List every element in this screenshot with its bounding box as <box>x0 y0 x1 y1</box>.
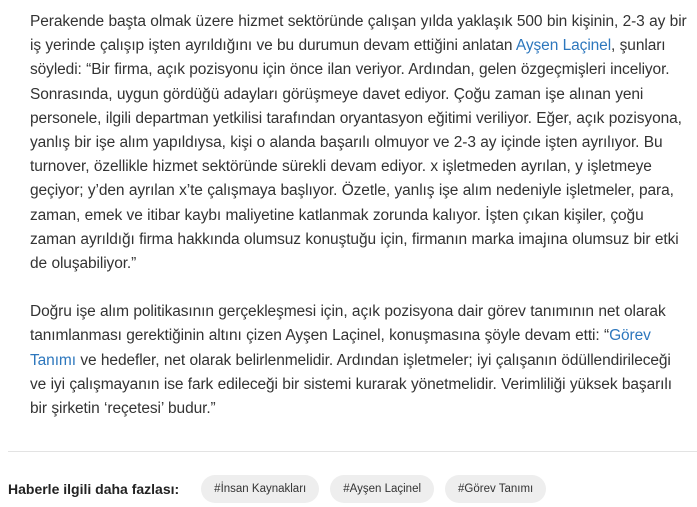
tag-gorev-tanimi[interactable]: #Görev Tanımı <box>445 475 546 503</box>
section-divider <box>8 451 697 452</box>
paragraph-2-text-end: ve hedefler, net olarak belirlenmelidir. Ardından işletmeler; iyi çalışanın ödüllendirileceği ve iyi çalışmayanın ise fark edileceği bir sistemi kurarak yönetmelidir. Verimliliği yüksek başarılı bir şirketin ‘reçetesi’ budur.” <box>30 351 672 418</box>
paragraph-1-text-end: , şunları söyledi: “Bir firma, açık pozisyonu için önce ilan veriyor. Ardından, gelen özgeçmişleri inceliyor. Sonrasında, uygun gördüğü adayları görüşmeye davet ediyor. Çoğu zaman işe alınan yeni personele, ilgili departman yetkilisi tarafından oryantasyon eğitimi veriliyor. Eğer, açık pozisyona, yanlış bir işe alım yapıldıysa, kişi o alanda başarılı olmuyor ve 2-3 ay içinde işten ayrılıyor. Bu turnover, özellikle hizmet sektöründe sürekli devam ediyor. x işletmeden ayrılan, y işletmeye geçiyor; y’den ayrılan x’te çalışmaya başlıyor. Özetle, yanlış işe alım nedeniyle işletmeler, para, zaman, emek ve itibar kaybı maliyetine katlanmak zorunda kalıyor. İşten çıkan kişiler, çoğu zaman ayrıldığı firma hakkında olumsuz konuştuğu için, firmanın marka imajına olumsuz bir etki de oluşabiliyor.” <box>30 37 682 273</box>
link-gorev-tanimi[interactable]: Görev Tanımı <box>30 327 651 369</box>
article-paragraph-2 <box>30 300 690 421</box>
tag-insan-kaynaklari[interactable]: #İnsan Kaynakları <box>201 475 319 503</box>
paragraph-1-text-start: Perakende başta olmak üzere hizmet sektöründe çalışan yılda yaklaşık 500 bin kişinin, 2-3 ay bir iş yerinde çalışıp işten ayrıldığını ve bu durumun devam ettiğini anlatan <box>30 13 687 55</box>
article-body <box>30 10 690 421</box>
link-aysen-lacinel[interactable]: Ayşen Laçinel <box>515 37 612 55</box>
paragraph-2-text-start: Doğru işe alım politikasının gerçekleşmesi için, açık pozisyona dair görev tanımının net olarak tanımlanması gerektiğinin altını çizen Ayşen Laçinel, konuşmasına şöyle devam etti: “ <box>30 303 666 345</box>
article-paragraph-1 <box>30 10 690 276</box>
tag-aysen-lacinel[interactable]: #Ayşen Laçinel <box>330 475 434 503</box>
related-tags-row <box>8 475 557 503</box>
related-tags-label: Haberle ilgili daha fazlası: <box>8 481 180 497</box>
